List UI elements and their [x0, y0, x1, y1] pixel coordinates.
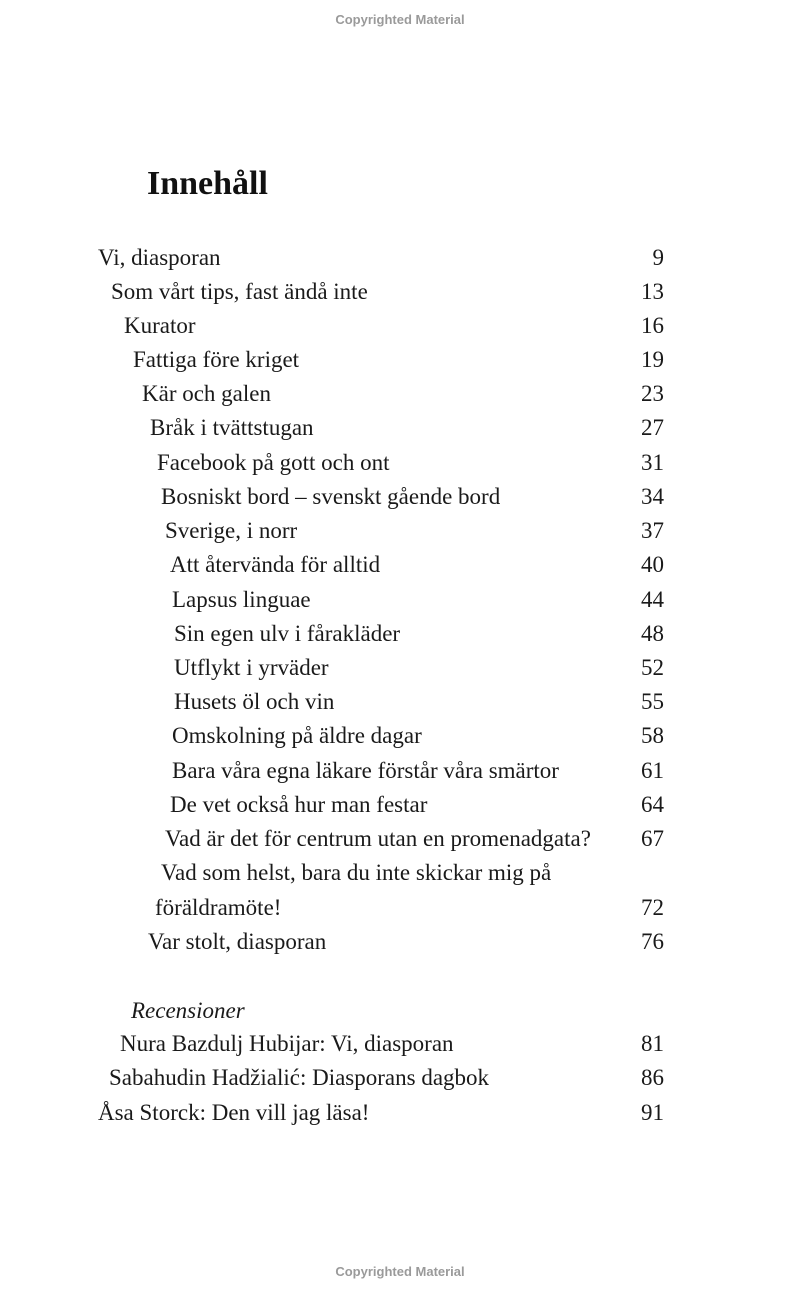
toc-entry-title: Sverige, i norr [165, 518, 298, 543]
toc-entry [0, 687, 800, 717]
toc-entry-title: Bråk i tvättstugan [150, 415, 314, 440]
toc-entry-page: 44 [641, 587, 664, 612]
toc-entry-page: 19 [641, 347, 664, 372]
toc-entry-page: 16 [641, 313, 664, 338]
toc-entry-title: Husets öl och vin [174, 689, 335, 714]
toc-entry-page: 55 [641, 689, 664, 714]
toc-entry-title: Att återvända för alltid [170, 552, 381, 577]
toc-entry [0, 243, 800, 273]
toc-entry-page: 27 [641, 415, 664, 440]
toc-entry-title: Vad som helst, bara du inte skickar mig på [161, 860, 552, 885]
toc-entry-page: 23 [641, 381, 664, 406]
toc-entry-page: 52 [641, 655, 664, 680]
toc-entry-page: 13 [641, 279, 664, 304]
toc-entry-title: Omskolning på äldre dagar [172, 723, 422, 748]
toc-entry-page: 61 [641, 758, 664, 783]
toc-entry [0, 756, 800, 786]
toc-entry-page: 9 [652, 245, 664, 270]
toc-entry [0, 448, 800, 478]
toc-entry-page: 40 [641, 552, 664, 577]
toc-entry-title: Facebook på gott och ont [157, 450, 390, 475]
toc-entry [0, 1063, 800, 1093]
toc-entry [0, 482, 800, 512]
toc-entry-title: Kär och galen [142, 381, 271, 406]
toc-entry-page: 48 [641, 621, 664, 646]
toc-entry-title: De vet också hur man festar [170, 792, 428, 817]
toc-entry-page: 91 [641, 1100, 664, 1125]
copyright-watermark-top: Copyrighted Material [335, 12, 465, 27]
toc-entry-page: 81 [641, 1031, 664, 1056]
toc-entry [0, 277, 800, 307]
toc-entry-page: 37 [641, 518, 664, 543]
toc-entry-page: 72 [641, 895, 664, 920]
toc-entry-title: Vad är det för centrum utan en promenadgata? [165, 826, 591, 851]
toc-entry [0, 790, 800, 820]
toc-entry-page: 86 [641, 1065, 664, 1090]
toc-entry-title: Kurator [124, 313, 196, 338]
toc-entry-page: 76 [641, 929, 664, 954]
toc-entry-title: Som vårt tips, fast ändå inte [111, 279, 368, 304]
toc-entry [0, 721, 800, 751]
page-title: Innehåll [147, 165, 268, 202]
toc-entry-title: Sabahudin Hadžialić: Diasporans dagbok [109, 1065, 490, 1090]
toc-entry [0, 379, 800, 409]
toc-entry-title: Vi, diasporan [98, 245, 221, 270]
toc-entry [0, 516, 800, 546]
toc-entry [0, 345, 800, 375]
toc-entry [0, 653, 800, 683]
reviews-section-label: Recensioner [131, 998, 245, 1023]
toc-entry-page: 31 [641, 450, 664, 475]
toc-entry-title: Sin egen ulv i fårakläder [174, 621, 401, 646]
toc-entry-title: Bosniskt bord – svenskt gående bord [161, 484, 501, 509]
toc-entry-page: 67 [641, 826, 664, 851]
toc-entry [0, 585, 800, 615]
toc-entry-title: Var stolt, diasporan [148, 929, 327, 954]
toc-entry [0, 858, 800, 888]
toc-entry [0, 1029, 800, 1059]
toc-entry [0, 927, 800, 957]
toc-entry [0, 893, 800, 923]
toc-entry-page: 58 [641, 723, 664, 748]
toc-entry-title: föräldramöte! [155, 895, 282, 920]
toc-entry-title: Åsa Storck: Den vill jag läsa! [98, 1100, 370, 1125]
toc-entry [0, 311, 800, 341]
toc-entry [0, 824, 800, 854]
toc-entry [0, 550, 800, 580]
toc-entry-title: Lapsus linguae [172, 587, 311, 612]
toc-entry-title: Utflykt i yrväder [174, 655, 329, 680]
toc-entry [0, 1098, 800, 1128]
toc-entry-title: Fattiga före kriget [133, 347, 300, 372]
toc-entry-title: Bara våra egna läkare förstår våra smärtor [172, 758, 559, 783]
toc-entry-page: 64 [641, 792, 664, 817]
toc-entry-title: Nura Bazdulj Hubijar: Vi, diasporan [120, 1031, 454, 1056]
toc-entry-page: 34 [641, 484, 664, 509]
copyright-watermark-bottom: Copyrighted Material [335, 1264, 465, 1279]
toc-entry [0, 619, 800, 649]
toc-entry [0, 413, 800, 443]
